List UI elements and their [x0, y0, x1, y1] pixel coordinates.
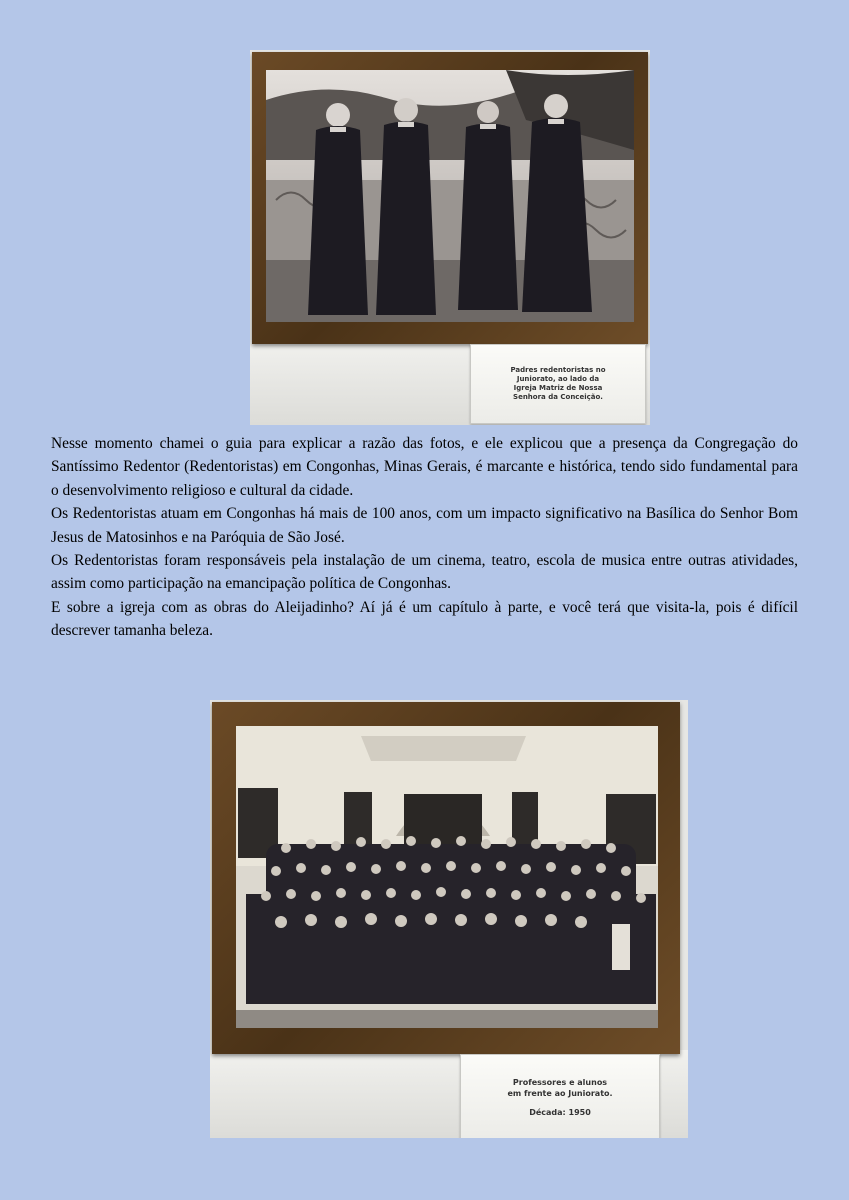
plaque-line: Igreja Matriz de Nossa	[513, 384, 603, 392]
plaque-line: Senhora da Conceição.	[513, 393, 603, 401]
caption-plaque	[460, 1054, 660, 1138]
priests-picture	[266, 70, 634, 322]
plaque-line: Juniorato, ao lado da	[516, 375, 600, 383]
paragraph: Os Redentoristas foram responsáveis pela instalação de um cinema, teatro, escola de musica entre outras atividades, assim como participação na emancipação política de Congonhas.	[51, 552, 798, 593]
plaque-date: Década: 1950	[529, 1107, 591, 1117]
wooden-frame	[252, 52, 648, 344]
plaque-line: em frente ao Juniorato.	[507, 1088, 613, 1098]
paragraph: E sobre a igreja com as obras do Aleijadinho? Aí já é um capítulo à parte, e você terá que visita-la, pois é difícil descrever tamanha beleza.	[51, 598, 798, 640]
caption-plaque	[470, 344, 646, 424]
body-text	[51, 432, 798, 643]
paragraph: Os Redentoristas atuam em Congonhas há mais de 100 anos, com um impacto significativo na Basílica do Senhor Bom Jesus de Matosinhos e na Paróquia de São José.	[51, 505, 798, 546]
wooden-frame	[212, 702, 680, 1054]
group-picture	[236, 726, 658, 1028]
plaque-line: Padres redentoristas no	[510, 366, 606, 374]
priests-photo	[250, 50, 650, 425]
paragraph: Nesse momento chamei o guia para explicar a razão das fotos, e ele explicou que a presença da Congregação do Santíssimo Redentor (Redentoristas) em Congonhas, Minas Gerais, é marcante e histórica, tendo sido fundamental para o desenvolvimento religioso e cultural da cidade.	[51, 435, 798, 499]
plaque-line: Professores e alunos	[512, 1077, 608, 1087]
group-photo	[210, 700, 688, 1138]
